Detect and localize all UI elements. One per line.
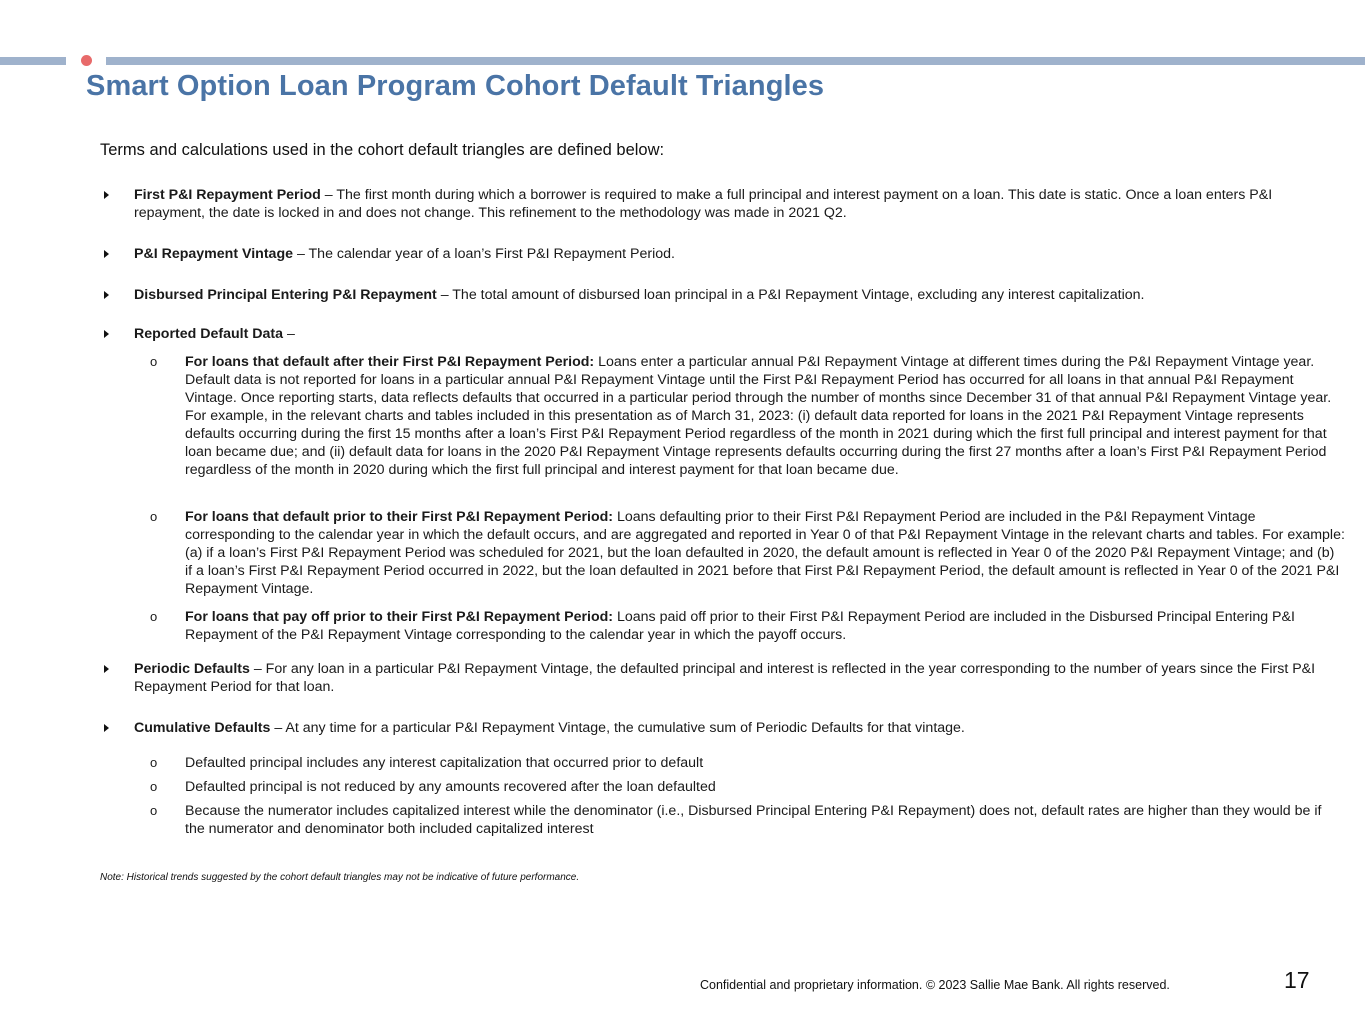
sub-definition: Loans defaulting prior to their First P&I Repayment Period are included in the P&I Repayment Vintage corresponding to the calendar year in which the default occurs, and are aggregated and reported in Year 0 of that P&I Repayment Vintage in the relevant charts and tables. For example: (a) if a loan’s First P&I Repayment Period was scheduled for 2021, but the loan defaulted in 2020, the default amount is reflected in Year 0 of the 2020 P&I Repayment Vintage; and (b) if a loan’s First P&I Repayment Period occurred in 2022, but the loan defaulted in 2021 before that First P&I Repayment Period, the default amount is reflected in Year 0 of the 2021 P&I Repayment Vintage. (185, 509, 1345, 597)
term: Cumulative Defaults (134, 720, 271, 736)
sub-bullet-marker: o (150, 354, 158, 369)
sub-bullet-marker: o (150, 609, 158, 624)
definition: – The first month during which a borrower is required to make a full principal and interest payment on a loan. This date is static. Once a loan enters P&I repayment, the date is locked in and does not change. This refinement to the methodology was made in 2021 Q2. (134, 187, 1273, 221)
bullet-arrow-icon (104, 665, 109, 673)
sub-definition: Defaulted principal includes any interest capitalization that occurred prior to default (185, 755, 704, 771)
intro-text: Terms and calculations used in the cohort default triangles are defined below: (100, 141, 665, 159)
page-title: Smart Option Loan Program Cohort Default Triangles (86, 70, 825, 102)
sub-definition: Loans enter a particular annual P&I Repayment Vintage at different times during the P&I Repayment Vintage year. Default data is not reported for loans in a particular annual P&I Repayment Vintage until the First P&I Repayment Period has occurred for all loans in that annual P&I Repayment Vintage. Once reporting starts, data reflects defaults that occurred in a particular period through the number of months since December 31 of that annual P&I Repayment Vintage year. For example, in the relevant charts and tables included in this presentation as of March 31, 2023: (i) default data reported for loans in the 2021 P&I Repayment Vintage represents defaults occurring during the first 15 months after a loan’s First P&I Repayment Period regardless of the month in 2021 during which the first full principal and interest payment for that loan became due; and (ii) default data for loans in the 2020 P&I Repayment Vintage represents defaults occurring during the first 27 months after a loan’s First P&I Repayment Period regardless of the month in 2020 during which the first full principal and interest payment for that loan became due. (185, 354, 1332, 478)
header-rule-dot (81, 55, 92, 66)
sub-definition: Because the numerator includes capitalized interest while the denominator (i.e., Disbursed Principal Entering P&I Repayment) does not, default rates are higher than they would be if the numerator and denominator both included capitalized interest (185, 803, 1322, 837)
sub-term: For loans that default after their First P&I Repayment Period: (185, 354, 595, 370)
term: Disbursed Principal Entering P&I Repayment (134, 287, 437, 303)
bullet-arrow-icon (104, 291, 109, 299)
confidentiality-footer: Confidential and proprietary information. © 2023 Sallie Mae Bank. All rights reserved. (700, 978, 1170, 992)
sub-term: For loans that default prior to their First P&I Repayment Period: (185, 509, 614, 525)
term: P&I Repayment Vintage (134, 246, 293, 262)
page-number: 17 (1284, 967, 1310, 993)
bullet-arrow-icon (104, 250, 109, 258)
header-rule-left (0, 57, 66, 65)
bullet-arrow-icon (104, 330, 109, 338)
header-rule-right (106, 57, 1365, 65)
sub-bullet-marker: o (150, 755, 158, 770)
sub-bullet-marker: o (150, 803, 158, 818)
sub-term: For loans that pay off prior to their First P&I Repayment Period: (185, 609, 614, 625)
term: Periodic Defaults (134, 661, 250, 677)
term: Reported Default Data (134, 326, 283, 342)
term: First P&I Repayment Period (134, 187, 321, 203)
sub-definition: Loans paid off prior to their First P&I Repayment Period are included in the Disbursed Principal Entering P&I Repayment of the P&I Repayment Vintage corresponding to the calendar year in which the payoff occurs. (185, 609, 1295, 643)
bullet-arrow-icon (104, 724, 109, 732)
definition: – The calendar year of a loan’s First P&I Repayment Period. (293, 246, 675, 262)
definition: – The total amount of disbursed loan principal in a P&I Repayment Vintage, excluding any interest capitalization. (436, 287, 1145, 303)
definition: – For any loan in a particular P&I Repayment Vintage, the defaulted principal and interest is reflected in the year corresponding to the number of years since the First P&I Repayment Period for that loan. (134, 661, 1316, 695)
bullet-arrow-icon (104, 191, 109, 199)
sub-bullet-marker: o (150, 509, 158, 524)
footnote: Note: Historical trends suggested by the cohort default triangles may not be indicative of future performance. (100, 872, 580, 883)
definition: – At any time for a particular P&I Repayment Vintage, the cumulative sum of Periodic Defaults for that vintage. (270, 720, 965, 736)
sub-definition: Defaulted principal is not reduced by any amounts recovered after the loan defaulted (185, 779, 716, 795)
definition: – (283, 326, 295, 342)
sub-bullet-marker: o (150, 779, 158, 794)
